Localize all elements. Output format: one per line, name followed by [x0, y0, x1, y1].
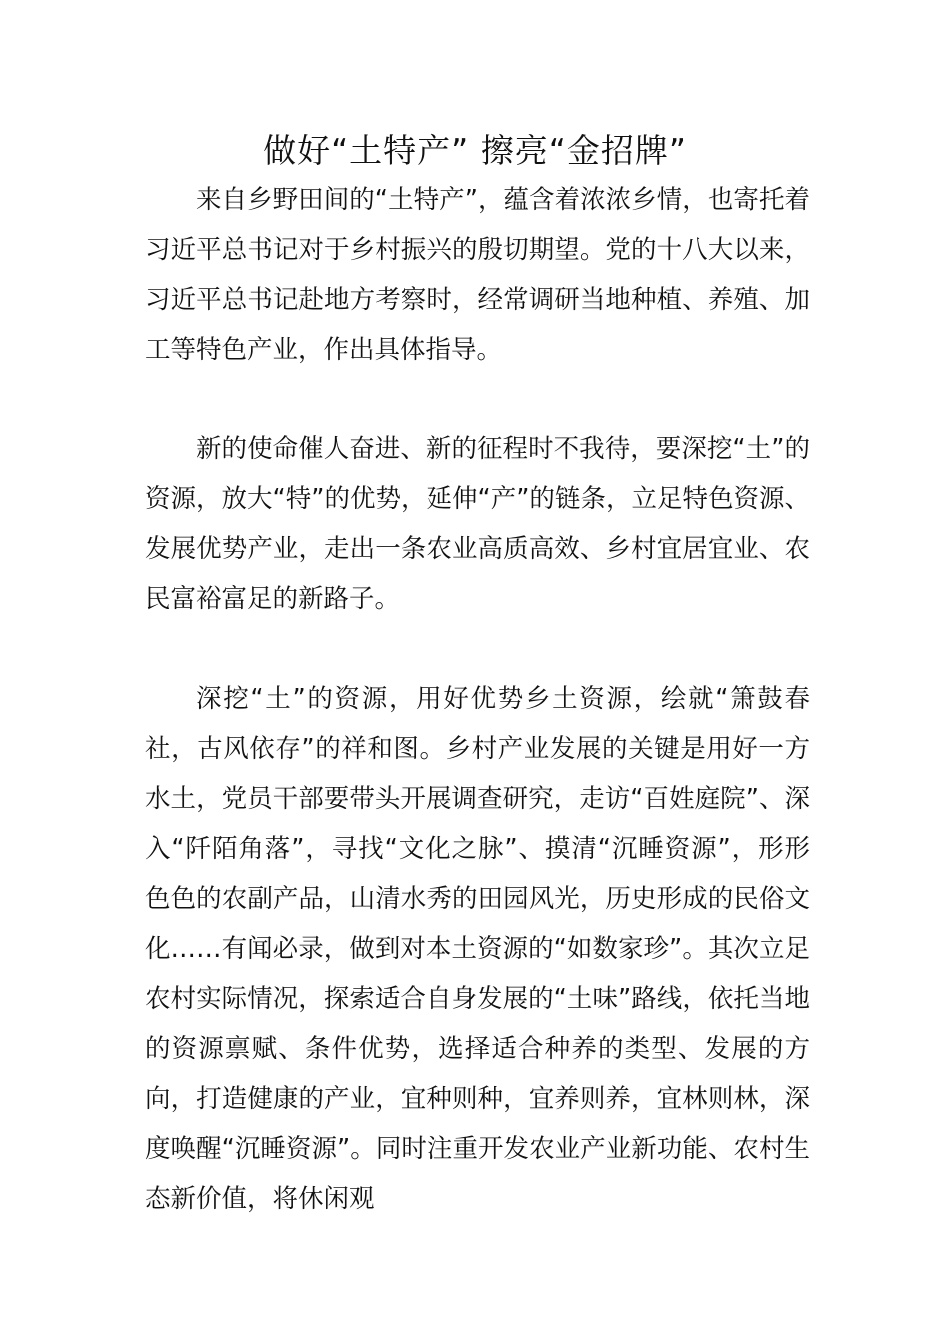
- document-title: 做好“土特产” 擦亮“金招牌”: [263, 131, 687, 170]
- paragraph-2: 新的使命催人奋进、新的征程时不我待，要深挖“土”的资源，放大“特”的优势，延伸“产”的链条，立足特色资源、发展优势产业，走出一条农业高质高效、乡村宜居宜业、农民富裕富足的新路子。: [145, 434, 810, 614]
- paragraph-3: 深挖“土”的资源，用好优势乡土资源，绘就“箫鼓春社，古风依存”的祥和图。乡村产业发展的关键是用好一方水土，党员干部要带头开展调查研究，走访“百姓庭院”、深入“阡陌角落”，寻找“文化之脉”、摸清“沉睡资源”，形形色色的农副产品，山清水秀的田园风光，历史形成的民俗文化……有闻必录，做到对本土资源的“如数家珍”。其次立足农村实际情况，探索适合自身发展的“土味”路线，依托当地的资源禀赋、条件优势，选择适合种养的类型、发展的方向，打造健康的产业，宜种则种，宜养则养，宜林则林，深度唤醒“沉睡资源”。同时注重开发农业产业新功能、农村生态新价值，将休闲观: [145, 684, 810, 1214]
- paragraph-1: 来自乡野田间的“土特产”，蕴含着浓浓乡情，也寄托着习近平总书记对于乡村振兴的殷切期望。党的十八大以来，习近平总书记赴地方考察时，经常调研当地种植、养殖、加工等特色产业，作出具体指导。: [145, 185, 810, 365]
